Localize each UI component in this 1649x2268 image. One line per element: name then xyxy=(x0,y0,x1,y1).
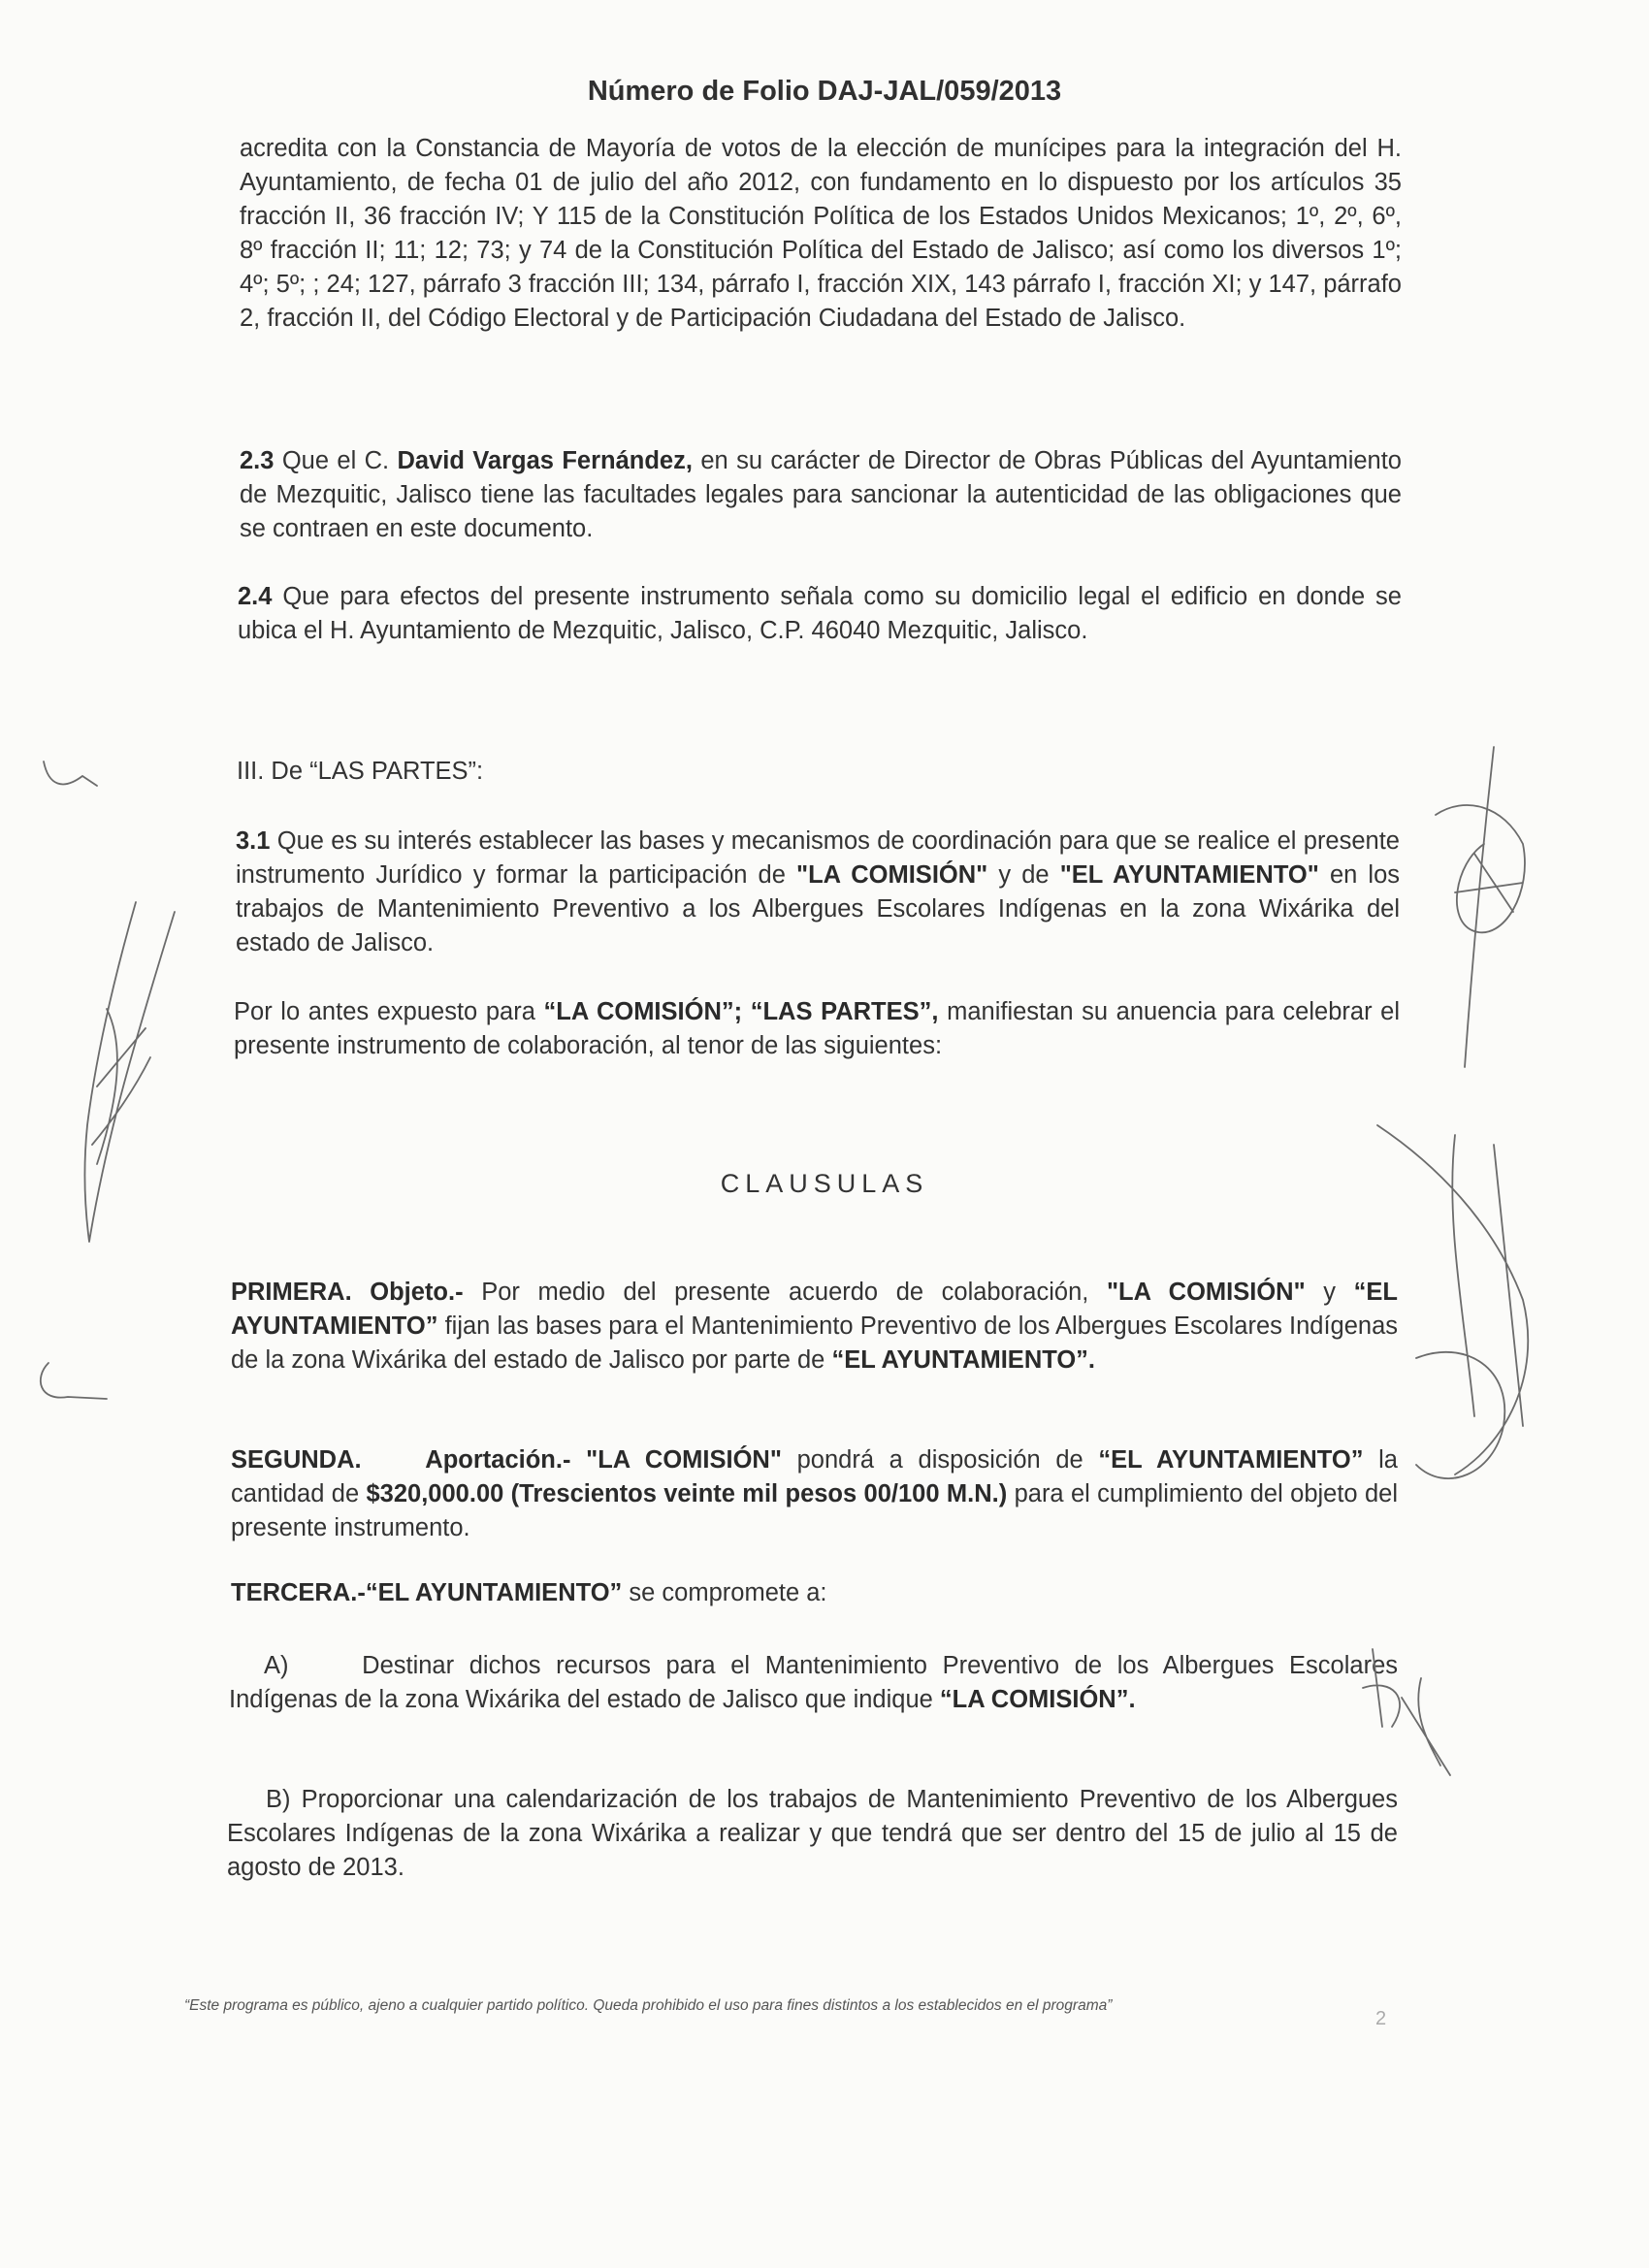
amount: $320,000.00 (Trescientos veinte mil pesos 00/100 M.N.) xyxy=(366,1480,1008,1507)
item-text: Proporcionar una calendarización de los trabajos de Mantenimiento Preventivo de los Albergues Escolares Indígenas de la zona Wixárika a realizar y que tendrá que ser dentro del 15 de julio al 15 de agosto de 2013. xyxy=(227,1786,1398,1881)
party-ayuntamiento: "EL AYUNTAMIENTO" xyxy=(1059,861,1319,889)
item-label: B) xyxy=(266,1786,291,1813)
signature-mark-icon xyxy=(29,1358,116,1416)
party-comision: “LA COMISIÓN”. xyxy=(939,1686,1136,1713)
section-number: 2.3 xyxy=(240,447,275,474)
item-label: A) xyxy=(264,1652,289,1679)
page-number: 2 xyxy=(1375,2008,1387,2029)
signature-mark-icon xyxy=(39,757,107,795)
clause-text: Por medio del presente acuerdo de colaboración, xyxy=(481,1279,1089,1306)
signature-initials-icon xyxy=(1353,1639,1460,1785)
clause-text: fijan las bases para el Mantenimiento Preventivo de los Albergues Escolares Indígenas de la zona Wixárika del estado de Jalisco por parte de xyxy=(231,1312,1399,1374)
section-text: y de xyxy=(998,861,1050,889)
section-3-heading: III. De “LAS PARTES”: xyxy=(237,758,484,785)
section-text: en los trabajos de Mantenimiento Preventivo a los Albergues Escolares Indígenas en la zona Wixárika del estado de Jalisco. xyxy=(236,861,1401,956)
clause-primera xyxy=(231,1276,1398,1377)
signature-left-icon xyxy=(78,892,204,1261)
intro-paragraph: acredita con la Constancia de Mayoría de votos de la elección de munícipes para la integración del H. Ayuntamiento, de fecha 01 de julio del año 2012, con fundamento en lo dispuesto por los artículos 35 fracción II, 36 fracción IV; Y 115 de la Constitución Política de los Estados Unidos Mexicanos; 1º, 2º, 6º, 8º fracción II; 11; 12; 73; y 74 de la Constitución Política del Estado de Jalisco; así como los diversos 1º; 4º; 5º; ; 24; 127, párrafo 3 fracción III; 134, párrafo I, fracción XIX, 143 párrafo I, fracción XI; y 147, párrafo 2, fracción II, del Código Electoral y de Participación Ciudadana del Estado de Jalisco. xyxy=(240,135,1402,332)
clause-text: se compromete a: xyxy=(629,1579,827,1606)
section-text: Que el C. xyxy=(281,447,390,474)
section-2-4 xyxy=(238,580,1402,648)
clause-tercera-b xyxy=(227,1783,1398,1885)
footer-note: “Este programa es público, ajeno a cualquier partido político. Queda prohibido el uso para fines distintos a los establecidos en el programa” xyxy=(184,1997,1113,2014)
party-comision: "LA COMISIÓN" xyxy=(586,1446,782,1474)
item-text: Destinar dichos recursos para el Mantenimiento Preventivo de los Albergues Escolares Indígenas de la zona Wixárika del estado de Jalisco que indique xyxy=(229,1652,1399,1713)
clause-label: Aportación.- xyxy=(425,1446,571,1474)
clause-label: SEGUNDA. xyxy=(231,1446,362,1474)
clause-text: pondrá a disposición de xyxy=(796,1446,1083,1474)
section-number: 2.4 xyxy=(238,583,273,610)
clause-label: PRIMERA. Objeto.- xyxy=(231,1279,464,1306)
party-ayuntamiento: “EL AYUNTAMIENTO” xyxy=(231,1279,1398,1340)
clause-tercera-a xyxy=(229,1649,1398,1717)
paragraph-text: Por lo antes expuesto para xyxy=(234,998,535,1025)
clause-text: la cantidad de xyxy=(231,1446,1398,1507)
signature-right-icon xyxy=(1416,737,1552,1086)
section-text: en su carácter de Director de Obras Públicas del Ayuntamiento de Mezquitic, Jalisco tiene las facultades legales para sancionar la autenticidad de las obligaciones que se contraen en este documento. xyxy=(240,447,1402,542)
clause-label: TERCERA.-“EL AYUNTAMIENTO” xyxy=(231,1579,623,1606)
clause-text: y xyxy=(1323,1279,1337,1306)
clause-text: para el cumplimiento del objeto del presente instrumento. xyxy=(231,1480,1398,1541)
party-comision: "LA COMISIÓN" xyxy=(1106,1279,1306,1306)
party-partes: “LAS PARTES”, xyxy=(750,998,939,1025)
clause-segunda xyxy=(231,1443,1398,1545)
party-ayuntamiento: “EL AYUNTAMIENTO”. xyxy=(831,1346,1096,1374)
folio-number: Número de Folio DAJ-JAL/059/2013 xyxy=(587,76,1062,107)
section-text: Que para efectos del presente instrumento señala como su domicilio legal el edificio en donde se ubica el H. Ayuntamiento de Mezquitic, Jalisco, C.P. 46040 Mezquitic, Jalisco. xyxy=(238,583,1402,644)
section-number: 3.1 xyxy=(236,827,271,855)
section-3-1 xyxy=(236,825,1400,960)
expuesto-paragraph xyxy=(234,995,1400,1063)
party-comision: “LA COMISIÓN”; xyxy=(543,998,743,1025)
section-text: Que es su interés establecer las bases y mecanismos de coordinación para que se realice el presente instrumento Jurídico y formar la participación de xyxy=(236,827,1400,889)
clausulas-title: CLAUSULAS xyxy=(720,1169,929,1198)
signature-right-icon xyxy=(1358,1106,1552,1513)
section-2-3 xyxy=(240,444,1402,546)
party-comision: "LA COMISIÓN" xyxy=(796,861,988,889)
paragraph-text: manifiestan su anuencia para celebrar el presente instrumento de colaboración, al tenor de las siguientes: xyxy=(234,998,1401,1059)
clause-tercera xyxy=(231,1576,1398,1610)
party-ayuntamiento: “EL AYUNTAMIENTO” xyxy=(1098,1446,1364,1474)
person-name: David Vargas Fernández, xyxy=(397,447,693,474)
